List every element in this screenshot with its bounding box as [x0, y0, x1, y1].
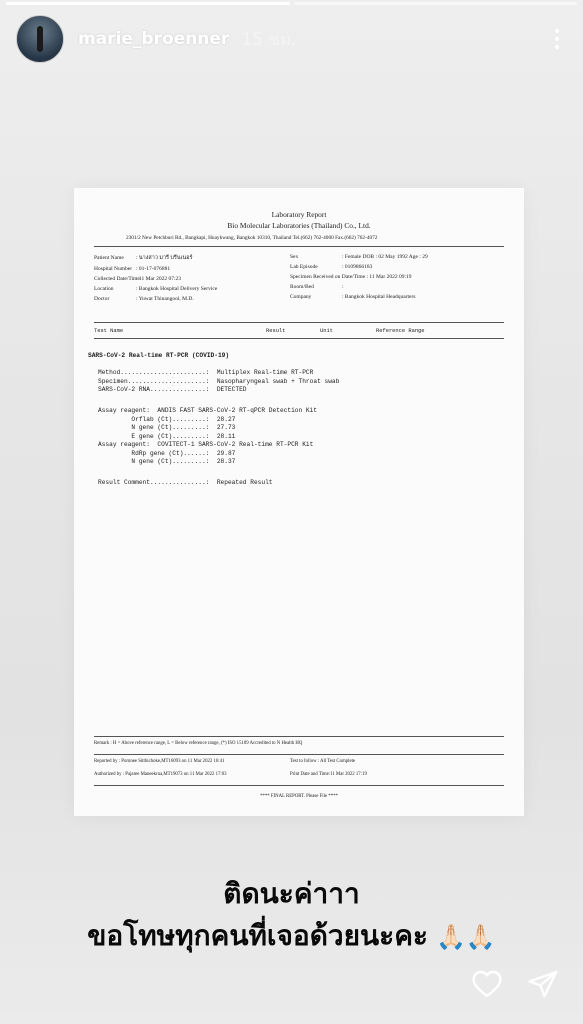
- test-section-title: SARS-CoV-2 Real-time RT-PCR (COVID-19): [88, 352, 230, 359]
- divider: [94, 246, 504, 247]
- story-actions: [0, 964, 583, 1004]
- divider: [94, 338, 504, 339]
- result-line: Specimen.....................: Nasopharyngeal swab + Throat swab: [98, 377, 340, 385]
- lab-report-image: [74, 188, 524, 816]
- divider: [94, 322, 504, 323]
- result-line: N gene (Ct).........: 27.73: [98, 424, 236, 431]
- heart-icon[interactable]: [470, 968, 504, 1000]
- username[interactable]: marie_broenner: [78, 29, 230, 49]
- report-remark: Remark : H = Above reference range, L = Below reference range, (*) ISO 15189 Accredited to N Health HQ: [94, 741, 303, 746]
- patient-info-right: Sex : Female DOB : 02 May 1992 Age : 29 Lab Episode : 0109866183 Specimen Received on Date/Time : 11 Mar 2022 09:19 Room/Bed : Company : Bangkok Hospital Headquarters: [290, 254, 428, 300]
- more-options-icon[interactable]: [547, 24, 567, 54]
- result-line: SARS-CoV-2 RNA...............: DETECTED: [98, 386, 247, 393]
- divider: [94, 785, 504, 786]
- progress-segment: [294, 2, 578, 5]
- story-progress: [6, 2, 577, 5]
- report-title: Laboratory Report: [271, 210, 327, 219]
- result-line: E gene (Ct).........: 28.11: [98, 432, 236, 440]
- result-line: Method.......................: Multiplex Real-time RT-PCR: [98, 369, 314, 376]
- progress-segment: [6, 2, 290, 5]
- story-header: [16, 14, 567, 64]
- column-unit: Unit: [320, 328, 333, 334]
- patient-info-left: Patient Name : นางสาว มารี บรีนเนอร์ Hospital Number : 01-17-076881 Collected Date/Time: 11 Mar 2022 07:23 Location : Bangkok Hospital Delivery Service Doctor : Yuwat Thinangool, M.D.: [94, 255, 218, 302]
- report-company: Bio Molecular Laboratories (Thailand) Co., Ltd.: [227, 221, 371, 230]
- column-reference-range: Reference Range: [376, 328, 425, 334]
- reported-by: Reported by : Pornnee Sitthichoke,MT16093 on 11 Mar 2022 16:41: [94, 759, 225, 764]
- final-report-note: **** FINAL REPORT. Please File ****: [260, 794, 338, 799]
- test-to-follow: Test to follow : All Test Complete: [290, 759, 356, 764]
- avatar[interactable]: [16, 15, 64, 63]
- column-result: Result: [266, 328, 286, 334]
- result-line: Orflab (Ct).........: 28.27: [98, 415, 236, 423]
- result-line: Result Comment...............: Repeated Result: [98, 479, 273, 486]
- authorized-by: Authorized by : Pajaree Maneekrua,MT19073 on 11 Mar 2022 17:03: [94, 772, 227, 777]
- praying-hands-icon: 🙏🏻🙏🏻: [435, 923, 496, 951]
- result-line: Assay reagent: COVITECT-1 SARS-CoV-2 Real-time RT-PCR Kit: [98, 441, 314, 448]
- caption-line-2-text: ขอโทษทุกคนที่เจอด้วยนะคะ: [87, 919, 428, 952]
- caption-line-1: ติดนะค่าาา: [223, 877, 360, 910]
- divider: [94, 754, 504, 755]
- result-line: N gene (Ct).........: 28.37: [98, 458, 236, 465]
- report-address: 2301/2 New Petchburi Rd., Bangkapi, Huaykwang, Bangkok 10310, Thailand Tel.(662) 762-4000 Fax.(662) 762-4072: [126, 235, 378, 241]
- result-line: RdRp gene (Ct)......: 29.87: [98, 449, 236, 457]
- divider: [94, 736, 504, 737]
- result-line: Assay reagent: ANDIS FAST SARS-CoV-2 RT-qPCR Detection Kit: [98, 407, 318, 414]
- caption-line-2: [0, 914, 583, 958]
- print-date: Print Date and Time:11 Mar 2022 17:19: [290, 772, 367, 777]
- column-test-name: Test Name: [94, 328, 124, 334]
- send-icon[interactable]: [527, 968, 559, 1000]
- story-time: 15 ชม.: [241, 29, 297, 50]
